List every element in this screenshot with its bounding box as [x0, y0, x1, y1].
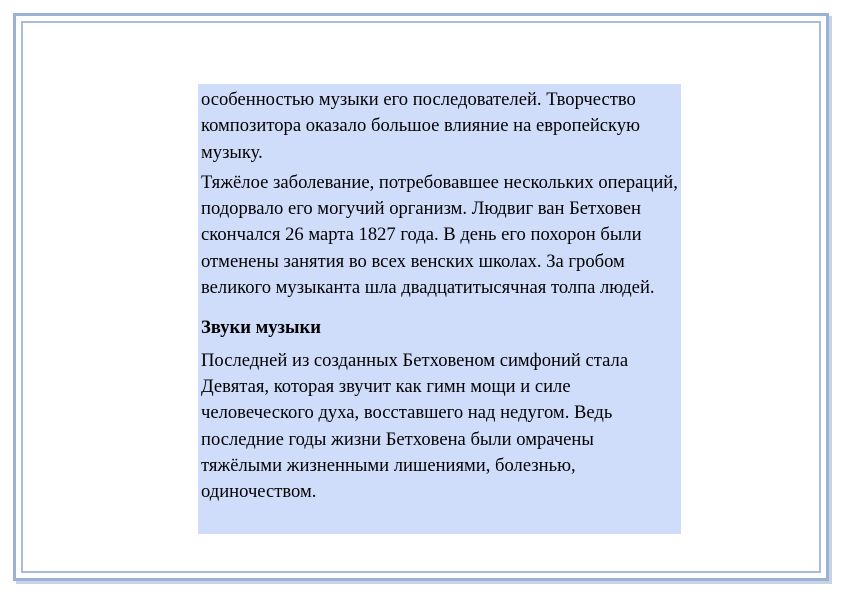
paragraph-influence: особенностью музыки его последователей. Творчество композитора оказало большое влияние на европейскую музыку. [201, 89, 640, 163]
paragraph-ninth-symphony: Последней из созданных Бетховеном симфоний стала Девятая, которая звучит как гимн мощи и силе человеческого духа, восставшего над недугом. Ведь последние годы жизни Бетховена были омрачены тяжёлыми жизненными лишениями, болезнью, одиночеством. [201, 349, 629, 503]
section-heading: Звуки музыки [201, 317, 321, 339]
highlighted-text-block [198, 84, 681, 534]
paragraph-illness-death: Тяжёлое заболевание, потребовавшее нескольких операций, подорвало его могучий организм. Людвиг ван Бетховен скончался 26 марта 1827 года. В день его похорон были отменены занятия во всех венских школах. За гробом великого музыканта шла двадцатитысячная толпа людей. [201, 171, 678, 299]
